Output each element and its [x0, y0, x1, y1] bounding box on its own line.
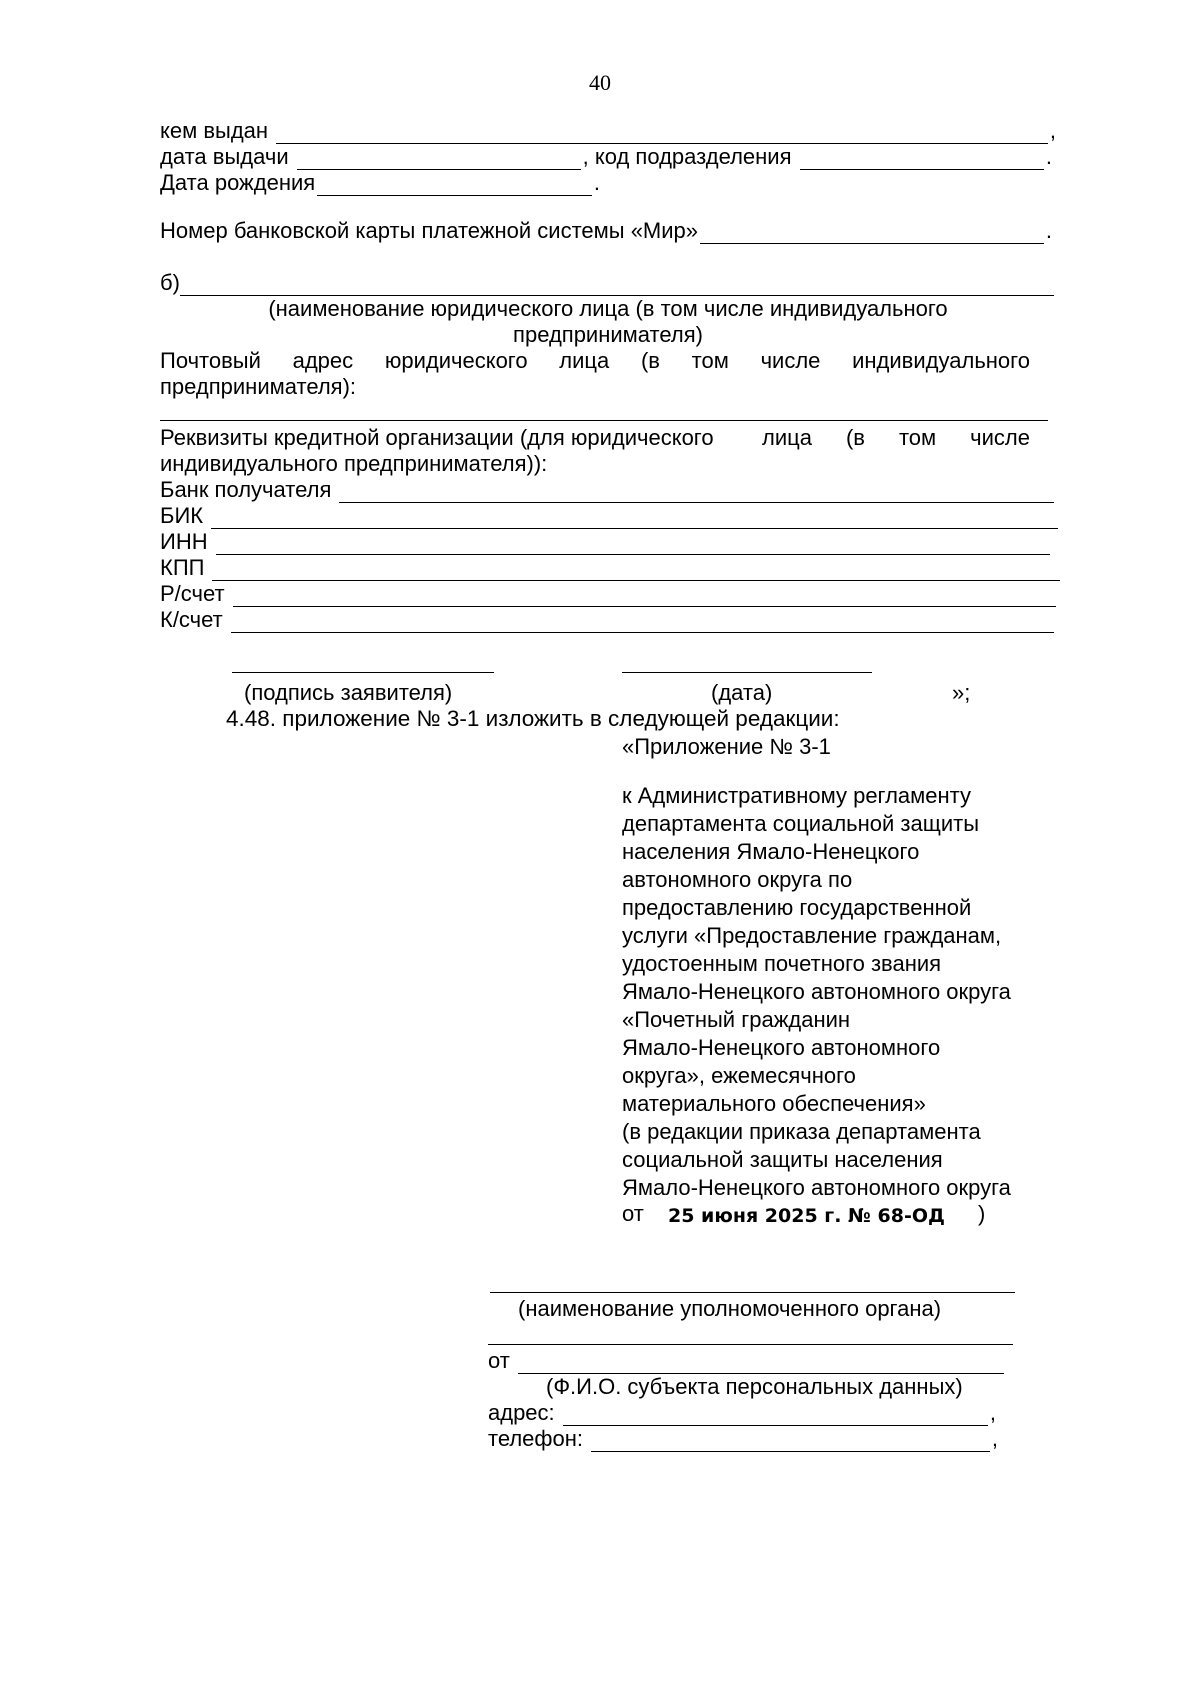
legal-name-field[interactable]: [180, 275, 1054, 296]
code-label: , код подразделения: [582, 144, 792, 169]
bank-field-row: [160, 503, 1060, 529]
bank-field-label: К/счет: [160, 607, 223, 632]
postal-address-field[interactable]: [160, 420, 1048, 421]
page-number: 40: [589, 70, 611, 95]
requisites-word: числе: [970, 425, 1030, 450]
issue-date-field[interactable]: [297, 149, 581, 170]
card-number-field[interactable]: [700, 223, 1044, 244]
issued-by-label: кем выдан: [160, 118, 269, 143]
from-row: [488, 1348, 1006, 1374]
requisites-word: лица: [762, 425, 812, 450]
legal-name-row: [160, 270, 1056, 296]
from-name-field[interactable]: [518, 1353, 1004, 1374]
appendix-line: социальной защиты населения: [622, 1147, 943, 1172]
signature-field[interactable]: [232, 672, 494, 673]
address-row: [488, 1400, 996, 1426]
signature-caption: (подпись заявителя): [244, 680, 453, 705]
appendix-line: к Административному регламенту: [622, 783, 972, 808]
postal-word: Почтовый: [160, 348, 261, 373]
division-code-field[interactable]: [800, 149, 1044, 170]
phone-label: телефон:: [488, 1426, 584, 1451]
fio-caption: (Ф.И.О. субъекта персональных данных): [546, 1374, 963, 1399]
requisites-line: [160, 425, 1030, 451]
appendix-line: Ямало-Ненецкого автономного округа: [622, 1175, 1011, 1200]
legal-caption-2: предпринимателя): [513, 322, 703, 347]
phone-field[interactable]: [591, 1431, 990, 1452]
from-label: от: [488, 1348, 510, 1373]
date-field[interactable]: [622, 672, 872, 673]
bank-field-label: ИНН: [160, 529, 208, 554]
bank-field-row: [160, 581, 1058, 607]
order-stamp: 25 июня 2025 г. № 68-ОД: [668, 1205, 945, 1227]
issued-by-field[interactable]: [276, 123, 1048, 144]
organ-caption: (наименование уполномоченного органа): [518, 1296, 942, 1321]
bank-field-row: [160, 477, 1056, 503]
postal-word: юридического: [384, 348, 528, 373]
bank-field-label: КПП: [160, 555, 205, 580]
postal-address-line-2: предпринимателя):: [160, 374, 357, 399]
bank-field-row: [160, 607, 1056, 633]
appendix-line: предоставлению государственной: [622, 895, 972, 920]
bank-field-label: БИК: [160, 503, 204, 528]
appendix-line: Ямало-Ненецкого автономного: [622, 1035, 941, 1060]
birth-date-row: [160, 170, 600, 196]
postal-word: числе: [760, 348, 821, 373]
bank-field-label: Банк получателя: [160, 477, 332, 502]
appendix-line: «Почетный гражданин: [622, 1007, 851, 1032]
issued-by-row: [160, 118, 1056, 144]
birth-end: .: [593, 170, 600, 195]
issued-by-end: ,: [1049, 118, 1056, 143]
kpp-field[interactable]: [212, 560, 1060, 581]
address-end: ,: [989, 1400, 996, 1425]
address-label: адрес:: [488, 1400, 555, 1425]
appendix-line: (в редакции приказа департамента: [622, 1119, 981, 1144]
appendix-title: «Приложение № 3-1: [622, 734, 831, 759]
requisites-word: (в: [845, 425, 865, 450]
requisites-right: [762, 425, 1030, 451]
order-close-paren: ): [978, 1201, 986, 1226]
authorized-organ-field-2[interactable]: [488, 1344, 1013, 1345]
address-field[interactable]: [563, 1405, 988, 1426]
postal-word: адрес: [292, 348, 354, 373]
card-end: .: [1045, 218, 1052, 243]
quote-close: »;: [952, 680, 971, 705]
requisites-word: том: [898, 425, 937, 450]
inn-field[interactable]: [216, 534, 1050, 555]
postal-address-line: [160, 348, 1030, 374]
postal-word: (в: [640, 348, 660, 373]
bank-field-label: Р/счет: [160, 581, 225, 606]
postal-word: лица: [559, 348, 610, 373]
phone-row: [488, 1426, 998, 1452]
card-label: Номер банковской карты платежной системы «Мир»: [160, 218, 699, 243]
bank-field-row: [160, 555, 1062, 581]
authorized-organ-field[interactable]: [490, 1292, 1015, 1293]
appendix-line: услуги «Предоставление гражданам,: [622, 923, 1002, 948]
legal-caption-1: (наименование юридического лица (в том числе индивидуального: [268, 296, 948, 321]
legal-prefix: б): [160, 270, 180, 295]
clause-text: 4.48. приложение № 3-1 изложить в следующей редакции:: [226, 706, 840, 731]
order-from-label: от: [622, 1201, 644, 1226]
appendix-line: автономного округа по: [622, 867, 853, 892]
phone-end: ,: [991, 1426, 998, 1451]
appendix-line: удостоенным почетного звания: [622, 951, 942, 976]
appendix-line: материального обеспечения»: [622, 1091, 926, 1116]
requisites-left: Реквизиты кредитной организации (для юридического: [160, 425, 714, 450]
bik-field[interactable]: [211, 508, 1058, 529]
appendix-line: населения Ямало-Ненецкого: [622, 839, 920, 864]
requisites-line-2: индивидуального предпринимателя)):: [160, 451, 548, 476]
date-caption: (дата): [711, 680, 773, 705]
postal-word: том: [691, 348, 729, 373]
appendix-line: департамента социальной защиты: [622, 811, 980, 836]
postal-word: индивидуального: [852, 348, 1030, 373]
birth-label: Дата рождения: [160, 170, 316, 195]
bank-field-row: [160, 529, 1052, 555]
birth-date-field[interactable]: [317, 175, 592, 196]
appendix-line: округа», ежемесячного: [622, 1063, 856, 1088]
issue-date-label: дата выдачи: [160, 144, 289, 169]
settlement-account-field[interactable]: [233, 586, 1056, 607]
issue-date-row: [160, 144, 1052, 170]
correspondent-account-field[interactable]: [231, 612, 1054, 633]
bank-name-field[interactable]: [339, 482, 1054, 503]
code-end: .: [1045, 144, 1052, 169]
appendix-line: Ямало-Ненецкого автономного округа: [622, 979, 1011, 1004]
card-row: [160, 218, 1052, 244]
